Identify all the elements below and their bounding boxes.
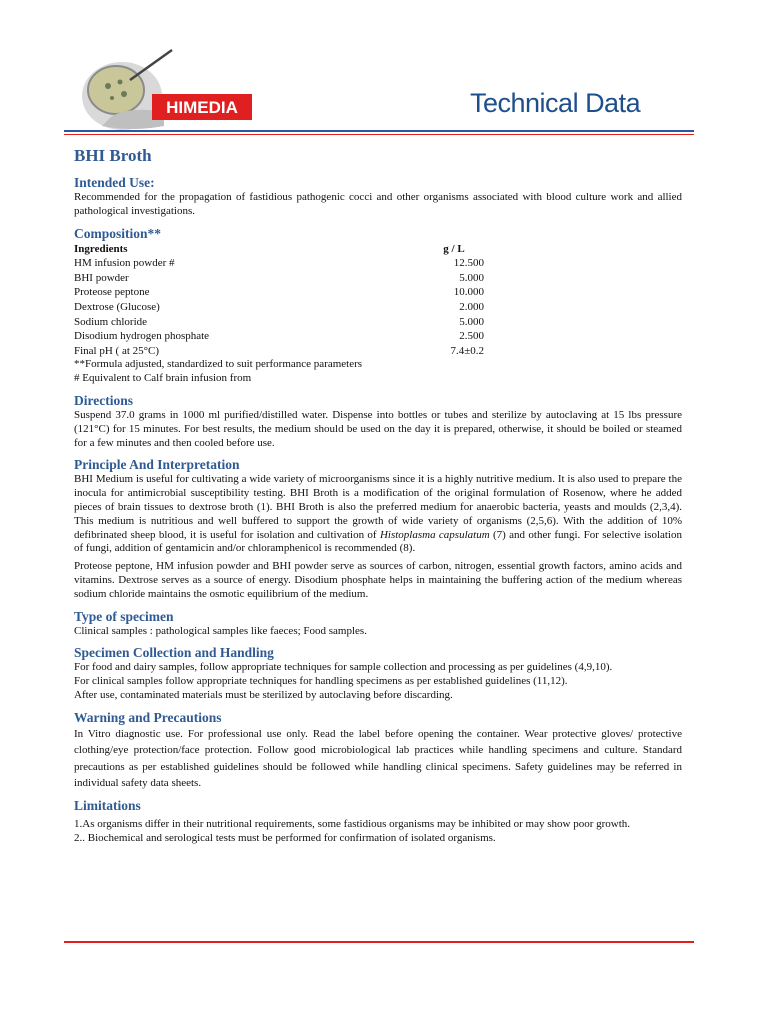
- ingredient-value: 5.000: [459, 271, 484, 284]
- composition-table: [74, 242, 484, 359]
- directions-text: Suspend 37.0 grams in 1000 ml purified/distilled water. Dispense into bottles or tubes and sterilize by autoclaving at 15 lbs pressure (121°C) for 15 minutes. For best results, the medium should be used on the day it is prepared, otherwise, it should be boiled or steamed for a few minutes and then cooled before use.: [74, 408, 682, 449]
- ingredient-value: 2.500: [459, 330, 484, 343]
- composition-row: [74, 300, 484, 315]
- ingredient-name: Proteose peptone: [74, 286, 150, 299]
- specimen-heading: Type of specimen: [74, 608, 174, 624]
- limitation-item: 2.. Biochemical and serological tests must be performed for confirmation of isolated organisms.: [74, 832, 496, 845]
- limitations-heading: Limitations: [74, 798, 141, 814]
- composition-row: [74, 285, 484, 300]
- ingredient-value: 7.4±0.2: [450, 344, 484, 357]
- ingredient-name: Disodium hydrogen phosphate: [74, 330, 210, 343]
- principle-text-1: [74, 473, 682, 556]
- header-rule-blue: [64, 130, 694, 132]
- ingredient-name: Final pH ( at 25°C): [74, 344, 160, 357]
- header-title: Technical Data: [470, 88, 641, 118]
- composition-heading: Composition**: [74, 225, 162, 241]
- ingredient-name: BHI powder: [74, 271, 129, 284]
- principle-heading: Principle And Interpretation: [74, 457, 240, 473]
- intended-use-text: Recommended for the propagation of fastidious pathogenic cocci and other organisms associated with blood culture work and allied pathological investigations.: [74, 191, 682, 217]
- warning-heading: Warning and Precautions: [74, 709, 222, 725]
- principle-text-part: (7) and other fungi. For selective isolation of fungi, addition of gentamicin and/or chloramphenicol is recommended (8).: [74, 528, 682, 555]
- collection-heading: Specimen Collection and Handling: [74, 645, 274, 661]
- organism-name-italic: Histoplasma capsulatum: [379, 528, 490, 541]
- collection-text-1: For food and dairy samples, follow appropriate techniques for sample collection and processing as per guidelines (4,9,10).: [74, 661, 613, 674]
- product-title: BHI Broth: [74, 146, 152, 165]
- composition-note-formula: **Formula adjusted, standardized to suit performance parameters: [74, 358, 363, 371]
- unit-column-header: g / L: [443, 242, 465, 255]
- ingredient-value: 12.500: [453, 257, 484, 270]
- specimen-text: Clinical samples : pathological samples like faeces; Food samples.: [74, 624, 367, 637]
- himedia-logo: [72, 46, 262, 136]
- collection-text-2: For clinical samples follow appropriate techniques for handling specimens as per established guidelines (11,12).: [74, 675, 568, 688]
- composition-row: [74, 344, 484, 359]
- principle-text-2: Proteose peptone, HM infusion powder and BHI powder serve as sources of carbon, nitrogen, essential growth factors, amino acids and vitamins. Dextrose serves as a source of energy. Disodium phosphate helps in maintaining the buffering action of the medium whereas sodium chloride maintains the osmotic equilibrium of the medium.: [74, 560, 682, 600]
- composition-row: [74, 256, 484, 271]
- limitation-item: 1.As organisms differ in their nutritional requirements, some fastidious organisms may be inhibited or may show poor growth.: [74, 818, 631, 831]
- footer-rule: [64, 941, 694, 943]
- ingredient-value: 10.000: [453, 286, 484, 299]
- ingredient-name: Sodium chloride: [74, 315, 148, 328]
- header-rule-red: [64, 134, 694, 135]
- composition-row: [74, 271, 484, 286]
- ingredient-value: 5.000: [459, 315, 484, 328]
- brand-text: HIMEDIA: [166, 98, 238, 117]
- composition-header-row: [74, 242, 484, 257]
- ingredient-value: 2.000: [459, 300, 484, 313]
- ingredient-name: Dextrose (Glucose): [74, 300, 160, 313]
- composition-row: [74, 329, 484, 344]
- document-body: [74, 146, 682, 846]
- ingredient-name: HM infusion powder #: [74, 257, 175, 270]
- principle-text-part: BHI Medium is useful for cultivating a wide variety of microorganisms since it is a highly nutritive medium. It is also used to prepare the inocula for antimicrobial susceptibility testing. BHI Broth is a modification of the original formulation of Rosenow, where he added pieces of brain tissues to dextrose broth (1). BHI Broth is also the preferred medium for anaerobic bacteria, yeasts and moulds (2,3,4). This medium is nutritious and well buffered to support the growth of wide variety of organisms (2,5,6). With the addition of 10% defibrinated sheep blood, it is useful for isolation and cultivation of: [74, 473, 682, 541]
- warning-text: In Vitro diagnostic use. For professional use only. Read the label before opening the container. Wear protective gloves/ protective clothing/eye protection/face protection. Follow good microbiological lab practices while handling specimens and culture. Standard precautions as per established guidelines should be followed while handling clinical specimens. Safety guidelines may be referred in individual safety data sheets.: [74, 727, 682, 789]
- ingredients-column-header: Ingredients: [74, 242, 128, 255]
- composition-row: [74, 315, 484, 330]
- collection-text-3: After use, contaminated materials must be sterilized by autoclaving before discarding.: [74, 688, 453, 701]
- composition-note-equivalent: # Equivalent to Calf brain infusion from: [74, 372, 252, 385]
- intended-use-heading: Intended Use:: [74, 175, 155, 190]
- directions-heading: Directions: [74, 392, 133, 408]
